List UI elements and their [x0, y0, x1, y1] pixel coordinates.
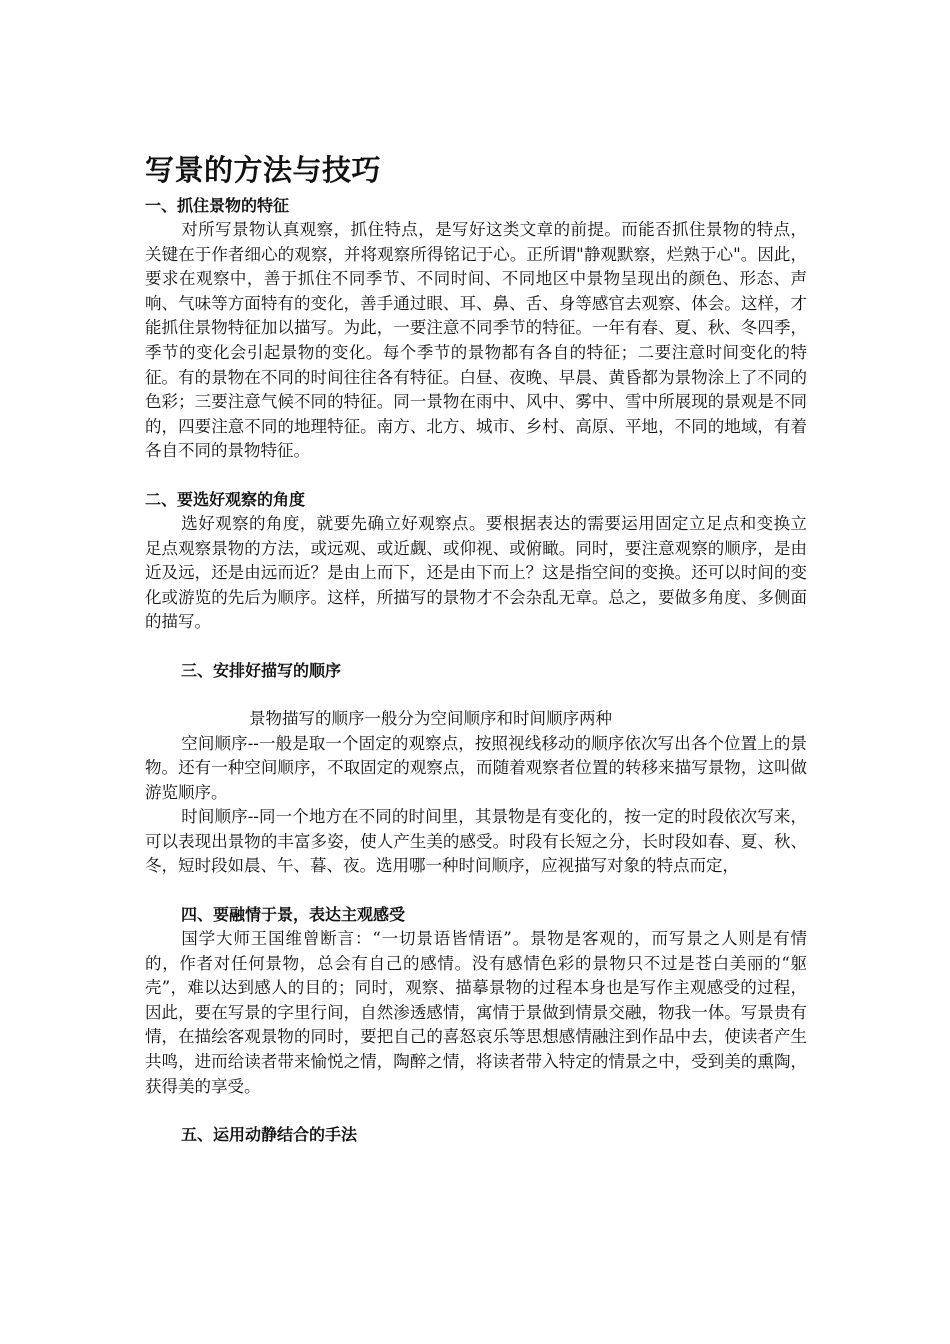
spacer — [145, 683, 807, 707]
section-1-paragraph: 对所写景物认真观察，抓住特点，是写好这类文章的前提。而能否抓住景物的特点，关键在于作者细心的观察，并将观察所得铭记于心。正所谓"静观默察，烂熟于心"。因此，要求在观察中，善于抓住不同季节、不同时间、不同地区中景物呈现出的颜色、形态、声响、气味等方面特有的变化，善手通过眼、耳、鼻、舌、身等感官去观察、体会。这样，才能抓住景物特征加以描写。为此，一要注意不同季节的特征。一年有春、夏、秋、冬四季，季节的变化会引起景物的变化。每个季节的景物都有各自的特征；二要注意时间变化的特征。有的景物在不同的时间往往各有特征。白昼、夜晚、早晨、黄昏都为景物涂上了不同的色彩；三要注意气候不同的特征。同一景物在雨中、风中、雾中、雪中所展现的景观是不同的，四要注意不同的地理特征。南方、北方、城市、乡村、高原、平地，不同的地域，有着各自不同的景物特征。 — [145, 220, 807, 461]
document-page — [145, 150, 807, 1147]
spacer — [145, 635, 807, 659]
spacer — [145, 464, 807, 488]
section-3-paragraph-temporal: 时间顺序--同一个地方在不同的时间里，其景物是有变化的，按一定的时段依次写来，可以表现出景物的丰富多姿，使人产生美的感受。时段有长短之分，长时段如春、夏、秋、冬，短时段如晨、午、暮、夜。选用哪一种时间顺序，应视描写对象的特点而定， — [145, 807, 807, 876]
section-4-paragraph: 国学大师王国维曾断言：“一切景语皆情语”。景物是客观的，而写景之人则是有情的，作者对任何景物，总会有自己的感情。没有感情色彩的景物只不过是苍白美丽的“躯壳”，难以达到感人的目的；同时，观察、描摹景物的过程本身也是写作主观感受的过程，因此，要在写景的字里行间，自然渗透感情，寓情于景做到情景交融，物我一体。写景贵有情，在描绘客观景物的同时，要把自己的喜怒哀乐等思想感情融注到作品中去，使读者产生共鸣，进而给读者带来愉悦之情，陶醉之情，将读者带入特定的情景之中，受到美的熏陶，获得美的享受。 — [145, 929, 807, 1096]
section-heading-4: 四、要融情于景，表达主观感受 — [181, 905, 406, 925]
section-3-paragraph-spatial: 空间顺序--一般是取一个固定的观察点，按照视线移动的顺序依次写出各个位置上的景物。还有一种空间顺序，不取固定的观察点，而随着观察者位置的转移来描写景物，这叫做游览顺序。 — [145, 733, 807, 802]
spacer — [145, 879, 807, 903]
section-heading-2: 二、要选好观察的角度 — [145, 489, 306, 509]
section-2-paragraph: 选好观察的角度，就要先确立好观察点。要根据表达的需要运用固定立足点和变换立足点观察景物的方法，或远观、或近觑、或仰视、或俯瞰。同时，要注意观察的顺序，是由近及远，还是由远而近？是由上而下，还是由下而上？这是指空间的变换。还可以时间的变化或游览的先后为顺序。这样，所描写的景物才不会杂乱无章。总之，要做多角度、多侧面的描写。 — [145, 513, 807, 632]
page-title: 写景的方法与技巧 — [145, 153, 382, 187]
section-heading-5: 五、运用动静结合的手法 — [181, 1125, 358, 1145]
spacer — [145, 1099, 807, 1123]
section-heading-3: 三、安排好描写的顺序 — [181, 660, 342, 680]
section-heading-1: 一、抓住景物的特征 — [145, 196, 290, 215]
section-3-centered-line: 景物描写的顺序一般分为空间顺序和时间顺序两种 — [249, 708, 612, 728]
